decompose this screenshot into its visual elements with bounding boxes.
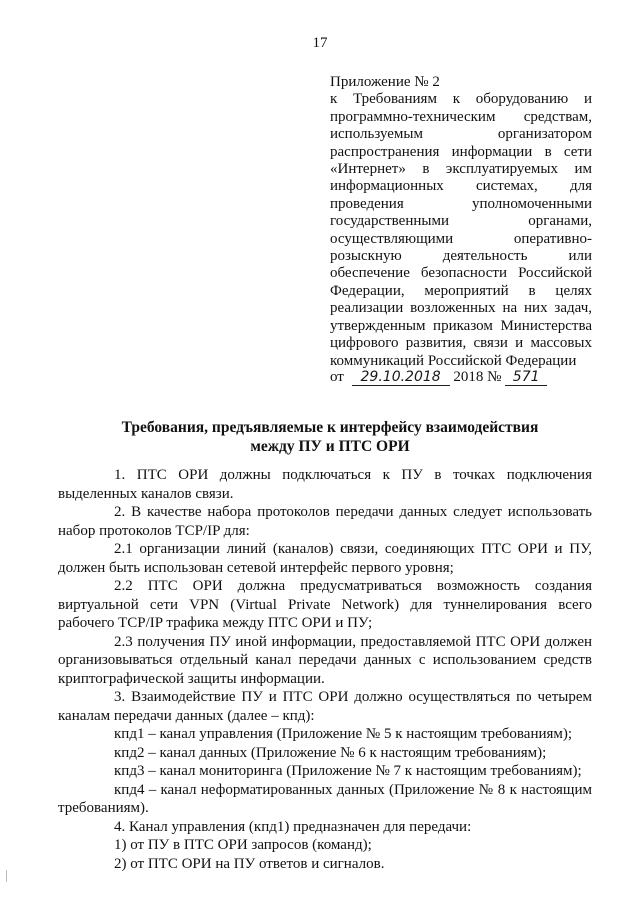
- handwritten-number: 571: [512, 369, 540, 385]
- paragraph: 3. Взаимодействие ПУ и ПТС ОРИ должно осуществляться по четырем каналам передачи данных (далее – кпд):: [58, 689, 592, 724]
- paragraph: кпд1 – канал управления (Приложение № 5 к настоящим требованиям);: [114, 726, 573, 742]
- paragraph: 2.1 организации линий (каналов) связи, соединяющих ПТС ОРИ и ПУ, должен быть использован сетевой интерфейс первого уровня;: [58, 541, 592, 576]
- paragraph: 2.3 получения ПУ иной информации, предоставляемой ПТС ОРИ должен организовываться отдельный канал передачи данных с использованием средств криптографической защиты информации.: [58, 633, 592, 687]
- paragraph: 2) от ПТС ОРИ на ПУ ответов и сигналов.: [114, 855, 385, 872]
- number-blank: [505, 369, 547, 386]
- paragraph: 1. ПТС ОРИ должны подключаться к ПУ в точках подключения выделенных каналов связи.: [58, 467, 592, 502]
- paragraph: кпд2 – канал данных (Приложение № 6 к настоящим требованиям);: [114, 744, 547, 761]
- paragraph: 4. Канал управления (кпд1) предназначен для передачи:: [114, 818, 472, 835]
- appendix-title: Приложение № 2: [330, 74, 440, 90]
- paragraph: 2. В качестве набора протоколов передачи данных следует использовать набор протоколов TCP/IP для:: [58, 504, 592, 539]
- appendix-block: [330, 74, 592, 370]
- heading-line-2: между ПУ и ПТС ОРИ: [250, 438, 410, 455]
- date-prefix: от: [330, 369, 344, 385]
- body-text: [58, 466, 592, 873]
- paragraph: 1) от ПУ в ПТС ОРИ запросов (команд);: [114, 837, 372, 853]
- page-number: 17: [312, 35, 328, 51]
- paragraph: кпд3 – канал мониторинга (Приложение № 7 к настоящим требованиям);: [114, 763, 582, 779]
- margin-mark: [6, 870, 19, 882]
- date-blank: [352, 369, 450, 386]
- order-date-line: [330, 369, 592, 386]
- handwritten-date: 29.10.2018: [360, 369, 441, 385]
- paragraph: 2.2 ПТС ОРИ должна предусматриваться возможность создания виртуальной сети VPN (Virtual Private Network) для туннелирования всего рабочего TCP/IP трафика между ПТС ОРИ и ПУ;: [58, 578, 592, 631]
- year-text: 2018 №: [453, 369, 502, 385]
- paragraph: кпд4 – канал неформатированных данных (Приложение № 8 к настоящим требованиям).: [58, 781, 592, 816]
- heading-line-1: Требования, предъявляемые к интерфейсу взаимодействия: [121, 419, 539, 436]
- appendix-body: к Требованиям к оборудованию и программно-техническим средствам, используемым организатором распространения информации в сети «Интернет» в эксплуатируемых им информационных системах, для проведения уполномоченными государственными органами, осуществляющими оперативно-розыскную деятельность или обеспечение безопасности Российской Федерации, мероприятий в целях реализации возложенных на них задач, утвержденным приказом Министерства цифрового развития, связи и массовых коммуникаций Российской Федерации: [330, 91, 592, 369]
- section-heading: [60, 418, 600, 456]
